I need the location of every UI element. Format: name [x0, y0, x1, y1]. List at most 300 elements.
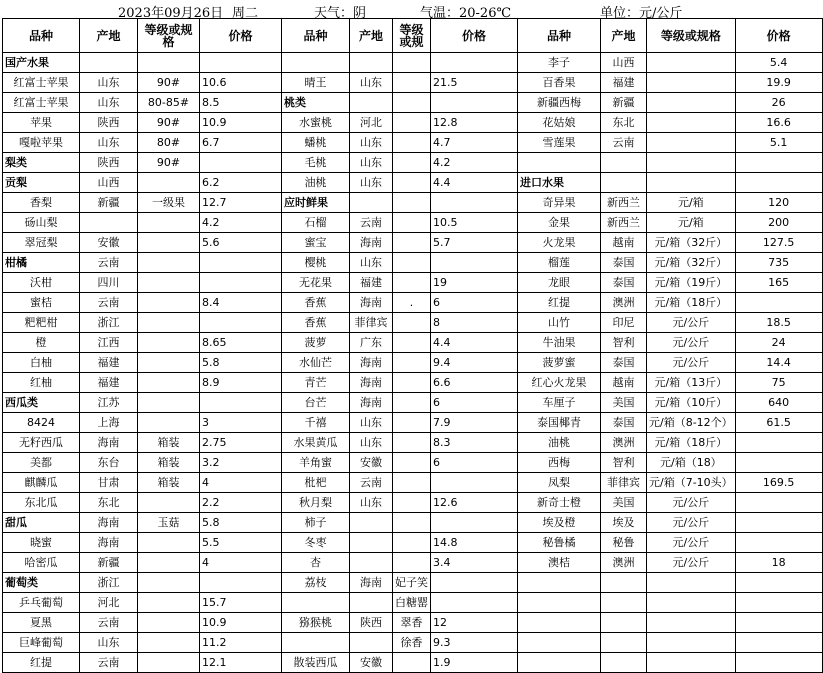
variety-cell: 秘鲁橘 — [518, 533, 601, 553]
variety-cell: 梨类 — [3, 153, 80, 173]
price-cell: 6 — [431, 453, 518, 473]
origin-cell: 云南 — [601, 133, 647, 153]
table-row — [3, 213, 823, 233]
grade-cell — [393, 213, 431, 233]
price-cell — [735, 653, 822, 673]
price-cell: 75 — [735, 373, 822, 393]
origin-cell — [350, 193, 393, 213]
price-cell: 19 — [431, 273, 518, 293]
grade-cell: 元/箱 — [647, 193, 736, 213]
origin-cell: 山东 — [80, 73, 138, 93]
origin-cell: 陕西 — [80, 153, 138, 173]
grade-cell — [393, 373, 431, 393]
variety-cell: 蜜桔 — [3, 293, 80, 313]
variety-cell: 晴王 — [282, 73, 350, 93]
grade-cell — [647, 173, 736, 193]
variety-cell: 葡萄类 — [3, 573, 80, 593]
grade-cell — [138, 213, 200, 233]
grade-cell: 徐香 — [393, 633, 431, 653]
origin-cell: 浙江 — [80, 573, 138, 593]
origin-cell — [350, 633, 393, 653]
table-row — [3, 353, 823, 373]
origin-cell — [601, 153, 647, 173]
grade-cell — [647, 633, 736, 653]
price-cell: 12.6 — [431, 493, 518, 513]
grade-cell — [138, 653, 200, 673]
grade-cell: 元/箱（18） — [647, 453, 736, 473]
variety-cell: 乒乓葡萄 — [3, 593, 80, 613]
table-row — [3, 233, 823, 253]
price-cell — [735, 493, 822, 513]
origin-cell: 山东 — [350, 73, 393, 93]
variety-cell: 贡梨 — [3, 173, 80, 193]
column-header: 等级或规 — [393, 19, 431, 53]
grade-cell — [138, 293, 200, 313]
table-row — [3, 633, 823, 653]
price-cell — [431, 473, 518, 493]
origin-cell — [601, 633, 647, 653]
price-cell: 4.4 — [431, 173, 518, 193]
price-cell: 14.8 — [431, 533, 518, 553]
origin-cell: 智利 — [601, 333, 647, 353]
column-header: 价格 — [735, 19, 822, 53]
origin-cell: 海南 — [350, 353, 393, 373]
price-cell: 12.7 — [200, 193, 282, 213]
origin-cell: 澳洲 — [601, 553, 647, 573]
price-cell: 6 — [431, 293, 518, 313]
variety-cell — [518, 613, 601, 633]
origin-cell: 云南 — [350, 473, 393, 493]
variety-cell: 红提 — [3, 653, 80, 673]
table-row — [3, 293, 823, 313]
origin-cell: 越南 — [601, 233, 647, 253]
variety-cell: 水仙芒 — [282, 353, 350, 373]
grade-cell — [393, 313, 431, 333]
table-row — [3, 513, 823, 533]
origin-cell: 山东 — [80, 633, 138, 653]
grade-cell: 一级果 — [138, 193, 200, 213]
variety-cell: 青芒 — [282, 373, 350, 393]
origin-cell: 云南 — [80, 653, 138, 673]
variety-cell: 金果 — [518, 213, 601, 233]
price-cell: 120 — [735, 193, 822, 213]
price-cell: 3 — [200, 413, 282, 433]
variety-cell: 散装西瓜 — [282, 653, 350, 673]
report-weather: 天气：阴 — [314, 6, 367, 21]
variety-cell: 柑橘 — [3, 253, 80, 273]
price-cell: 2.2 — [200, 493, 282, 513]
grade-cell — [138, 253, 200, 273]
price-cell: 200 — [735, 213, 822, 233]
grade-cell — [138, 173, 200, 193]
grade-cell: 80-85# — [138, 93, 200, 113]
origin-cell: 广东 — [350, 333, 393, 353]
origin-cell: 泰国 — [601, 353, 647, 373]
origin-cell: 四川 — [80, 273, 138, 293]
origin-cell: 新疆 — [80, 553, 138, 573]
price-cell — [200, 393, 282, 413]
price-cell: 8.4 — [200, 293, 282, 313]
price-cell: 10.6 — [200, 73, 282, 93]
grade-cell — [138, 353, 200, 373]
grade-cell: 元/箱（32斤） — [647, 233, 736, 253]
variety-cell: 榴莲 — [518, 253, 601, 273]
variety-cell: 香梨 — [3, 193, 80, 213]
variety-cell: 牛油果 — [518, 333, 601, 353]
price-cell: 165 — [735, 273, 822, 293]
grade-cell: 90# — [138, 113, 200, 133]
price-cell: 11.2 — [200, 633, 282, 653]
origin-cell — [601, 573, 647, 593]
price-cell: 8.5 — [200, 93, 282, 113]
origin-cell: 海南 — [80, 533, 138, 553]
variety-cell: 羊角蜜 — [282, 453, 350, 473]
variety-cell: 晓蜜 — [3, 533, 80, 553]
variety-cell — [518, 153, 601, 173]
origin-cell — [601, 653, 647, 673]
variety-cell: 应时鲜果 — [282, 193, 350, 213]
origin-cell: 山东 — [350, 253, 393, 273]
price-cell — [200, 313, 282, 333]
variety-cell — [282, 53, 350, 73]
origin-cell: 海南 — [350, 393, 393, 413]
variety-cell: 雪莲果 — [518, 133, 601, 153]
price-cell — [735, 593, 822, 613]
grade-cell — [393, 173, 431, 193]
price-cell: 3.4 — [431, 553, 518, 573]
variety-cell: 桃类 — [282, 93, 350, 113]
table-row — [3, 333, 823, 353]
origin-cell — [350, 533, 393, 553]
grade-cell — [647, 113, 736, 133]
origin-cell: 山东 — [80, 133, 138, 153]
price-cell: 4.2 — [431, 153, 518, 173]
grade-cell: 元/公斤 — [647, 313, 736, 333]
column-header: 产地 — [80, 19, 138, 53]
grade-cell: 元/箱（18斤） — [647, 293, 736, 313]
variety-cell: 樱桃 — [282, 253, 350, 273]
price-cell: 6.6 — [431, 373, 518, 393]
column-header: 产地 — [350, 19, 393, 53]
origin-cell: 山东 — [350, 133, 393, 153]
origin-cell — [350, 513, 393, 533]
price-cell: 18.5 — [735, 313, 822, 333]
price-cell: 6 — [431, 393, 518, 413]
grade-cell — [138, 633, 200, 653]
price-cell — [735, 293, 822, 313]
grade-cell: 元/箱（19斤） — [647, 273, 736, 293]
origin-cell: 新疆 — [601, 93, 647, 113]
variety-cell: 水果黄瓜 — [282, 433, 350, 453]
table-row — [3, 93, 823, 113]
price-cell: 4.4 — [431, 333, 518, 353]
price-cell: 1.9 — [431, 653, 518, 673]
table-row — [3, 313, 823, 333]
origin-cell — [601, 173, 647, 193]
price-cell: 10.9 — [200, 113, 282, 133]
price-cell — [200, 573, 282, 593]
variety-cell: 泰国椰青 — [518, 413, 601, 433]
origin-cell — [350, 93, 393, 113]
origin-cell: 福建 — [80, 373, 138, 393]
grade-cell: 元/箱（32斤） — [647, 253, 736, 273]
price-cell: 640 — [735, 393, 822, 413]
origin-cell — [350, 53, 393, 73]
table-row — [3, 473, 823, 493]
price-cell — [735, 453, 822, 473]
price-cell: 169.5 — [735, 473, 822, 493]
origin-cell: 澳洲 — [601, 433, 647, 453]
price-table — [2, 18, 823, 673]
grade-cell: 元/公斤 — [647, 333, 736, 353]
price-cell — [735, 173, 822, 193]
origin-cell: 美国 — [601, 493, 647, 513]
price-cell — [200, 53, 282, 73]
price-cell: 5.4 — [735, 53, 822, 73]
variety-cell: 油桃 — [282, 173, 350, 193]
price-cell: 5.7 — [431, 233, 518, 253]
price-cell — [735, 513, 822, 533]
grade-cell: 元/公斤 — [647, 533, 736, 553]
variety-cell: 红富士苹果 — [3, 93, 80, 113]
price-cell — [735, 153, 822, 173]
origin-cell: 山西 — [601, 53, 647, 73]
origin-cell: 新西兰 — [601, 193, 647, 213]
variety-cell: 白柚 — [3, 353, 80, 373]
grade-cell: 元/箱（18斤） — [647, 433, 736, 453]
variety-cell: 无花果 — [282, 273, 350, 293]
variety-cell: 东北瓜 — [3, 493, 80, 513]
variety-cell: 国产水果 — [3, 53, 80, 73]
variety-cell: 无籽西瓜 — [3, 433, 80, 453]
price-cell: 5.6 — [200, 233, 282, 253]
table-row — [3, 393, 823, 413]
variety-cell: 山竹 — [518, 313, 601, 333]
grade-cell — [393, 333, 431, 353]
origin-cell: 福建 — [80, 353, 138, 373]
grade-cell — [393, 473, 431, 493]
grade-cell — [138, 313, 200, 333]
price-cell: 12 — [431, 613, 518, 633]
grade-cell — [647, 53, 736, 73]
variety-cell: 砀山梨 — [3, 213, 80, 233]
variety-cell: 凤梨 — [518, 473, 601, 493]
origin-cell: 智利 — [601, 453, 647, 473]
grade-cell — [393, 653, 431, 673]
variety-cell: 粑粑柑 — [3, 313, 80, 333]
table-row — [3, 613, 823, 633]
price-cell — [200, 253, 282, 273]
variety-cell: 龙眼 — [518, 273, 601, 293]
variety-cell: 红心火龙果 — [518, 373, 601, 393]
variety-cell: 蟠桃 — [282, 133, 350, 153]
origin-cell: 海南 — [350, 293, 393, 313]
origin-cell: 河北 — [80, 593, 138, 613]
origin-cell: 云南 — [80, 253, 138, 273]
price-cell: 9.4 — [431, 353, 518, 373]
origin-cell: 东北 — [601, 113, 647, 133]
variety-cell: 红柚 — [3, 373, 80, 393]
variety-cell: 石榴 — [282, 213, 350, 233]
origin-cell: 云南 — [350, 213, 393, 233]
grade-cell — [138, 533, 200, 553]
price-cell — [431, 513, 518, 533]
origin-cell: 海南 — [350, 373, 393, 393]
grade-cell: 元/箱（13斤） — [647, 373, 736, 393]
variety-cell — [518, 653, 601, 673]
origin-cell: 新西兰 — [601, 213, 647, 233]
origin-cell — [80, 53, 138, 73]
origin-cell: 秘鲁 — [601, 533, 647, 553]
variety-cell: 香蕉 — [282, 293, 350, 313]
origin-cell: 海南 — [80, 513, 138, 533]
table-row — [3, 433, 823, 453]
variety-cell: 火龙果 — [518, 233, 601, 253]
variety-cell: 西瓜类 — [3, 393, 80, 413]
price-cell: 6.2 — [200, 173, 282, 193]
origin-cell: 安徽 — [350, 653, 393, 673]
origin-cell: 山东 — [350, 433, 393, 453]
grade-cell — [393, 233, 431, 253]
grade-cell: 元/箱（8-12个） — [647, 413, 736, 433]
price-cell — [431, 593, 518, 613]
origin-cell: 泰国 — [601, 273, 647, 293]
variety-cell: 香蕉 — [282, 313, 350, 333]
price-cell: 61.5 — [735, 413, 822, 433]
column-header: 等级或规格 — [647, 19, 736, 53]
origin-cell — [350, 553, 393, 573]
variety-cell: 杏 — [282, 553, 350, 573]
grade-cell — [138, 393, 200, 413]
column-header: 价格 — [431, 19, 518, 53]
price-cell — [735, 633, 822, 653]
variety-cell — [518, 573, 601, 593]
origin-cell: 埃及 — [601, 513, 647, 533]
table-row — [3, 373, 823, 393]
variety-cell — [282, 633, 350, 653]
grade-cell — [647, 573, 736, 593]
grade-cell — [393, 493, 431, 513]
grade-cell: 元/箱（10斤） — [647, 393, 736, 413]
price-cell: 8 — [431, 313, 518, 333]
grade-cell: 元/箱（7-10头） — [647, 473, 736, 493]
variety-cell: 冬枣 — [282, 533, 350, 553]
origin-cell: 印尼 — [601, 313, 647, 333]
variety-cell: 荔枝 — [282, 573, 350, 593]
origin-cell: 陕西 — [80, 113, 138, 133]
price-cell: 5.8 — [200, 353, 282, 373]
report-unit: 单位：元/公斤 — [600, 6, 683, 21]
price-cell: 4 — [200, 473, 282, 493]
grade-cell — [393, 53, 431, 73]
grade-cell — [138, 233, 200, 253]
variety-cell: 千禧 — [282, 413, 350, 433]
variety-cell: 花姑娘 — [518, 113, 601, 133]
price-cell — [735, 433, 822, 453]
price-cell: 26 — [735, 93, 822, 113]
origin-cell: 河北 — [350, 113, 393, 133]
price-cell: 2.75 — [200, 433, 282, 453]
grade-cell — [393, 393, 431, 413]
variety-cell: 枇杷 — [282, 473, 350, 493]
price-cell: 5.1 — [735, 133, 822, 153]
table-row — [3, 653, 823, 673]
grade-cell — [393, 553, 431, 573]
grade-cell — [138, 413, 200, 433]
origin-cell — [80, 213, 138, 233]
column-header: 价格 — [200, 19, 282, 53]
origin-cell: 山东 — [350, 493, 393, 513]
price-cell — [431, 573, 518, 593]
grade-cell: . — [393, 293, 431, 313]
variety-cell: 嘎啦苹果 — [3, 133, 80, 153]
grade-cell — [138, 53, 200, 73]
grade-cell: 箱装 — [138, 473, 200, 493]
price-cell — [735, 573, 822, 593]
grade-cell — [393, 353, 431, 373]
price-cell: 8.65 — [200, 333, 282, 353]
variety-cell: 沃柑 — [3, 273, 80, 293]
variety-cell: 红富士苹果 — [3, 73, 80, 93]
grade-cell — [393, 273, 431, 293]
grade-cell: 箱装 — [138, 453, 200, 473]
table-row — [3, 133, 823, 153]
origin-cell: 山东 — [80, 93, 138, 113]
price-cell: 18 — [735, 553, 822, 573]
grade-cell: 元/公斤 — [647, 353, 736, 373]
table-row — [3, 113, 823, 133]
grade-cell: 箱装 — [138, 433, 200, 453]
grade-cell — [138, 573, 200, 593]
origin-cell: 泰国 — [601, 413, 647, 433]
origin-cell: 福建 — [601, 73, 647, 93]
grade-cell: 翠香 — [393, 613, 431, 633]
table-row — [3, 73, 823, 93]
grade-cell — [393, 153, 431, 173]
origin-cell: 山西 — [80, 173, 138, 193]
variety-cell: 苹果 — [3, 113, 80, 133]
table-row — [3, 413, 823, 433]
origin-cell: 美国 — [601, 393, 647, 413]
grade-cell — [647, 93, 736, 113]
variety-cell: 巨峰葡萄 — [3, 633, 80, 653]
variety-cell: 哈密瓜 — [3, 553, 80, 573]
variety-cell: 红提 — [518, 293, 601, 313]
price-cell: 4.2 — [200, 213, 282, 233]
variety-cell: 8424 — [3, 413, 80, 433]
variety-cell: 李子 — [518, 53, 601, 73]
price-cell: 10.9 — [200, 613, 282, 633]
variety-cell: 麒麟瓜 — [3, 473, 80, 493]
origin-cell: 上海 — [80, 413, 138, 433]
grade-cell — [138, 333, 200, 353]
table-row — [3, 493, 823, 513]
variety-cell: 橙 — [3, 333, 80, 353]
variety-cell: 柿子 — [282, 513, 350, 533]
price-cell — [735, 613, 822, 633]
origin-cell: 菲律宾 — [350, 313, 393, 333]
origin-cell: 江苏 — [80, 393, 138, 413]
price-cell: 5.8 — [200, 513, 282, 533]
origin-cell: 浙江 — [80, 313, 138, 333]
variety-cell: 西梅 — [518, 453, 601, 473]
price-cell: 16.6 — [735, 113, 822, 133]
variety-cell: 车厘子 — [518, 393, 601, 413]
origin-cell: 福建 — [350, 273, 393, 293]
column-header: 等级或规格 — [138, 19, 200, 53]
price-cell: 19.9 — [735, 73, 822, 93]
origin-cell: 安徽 — [80, 233, 138, 253]
